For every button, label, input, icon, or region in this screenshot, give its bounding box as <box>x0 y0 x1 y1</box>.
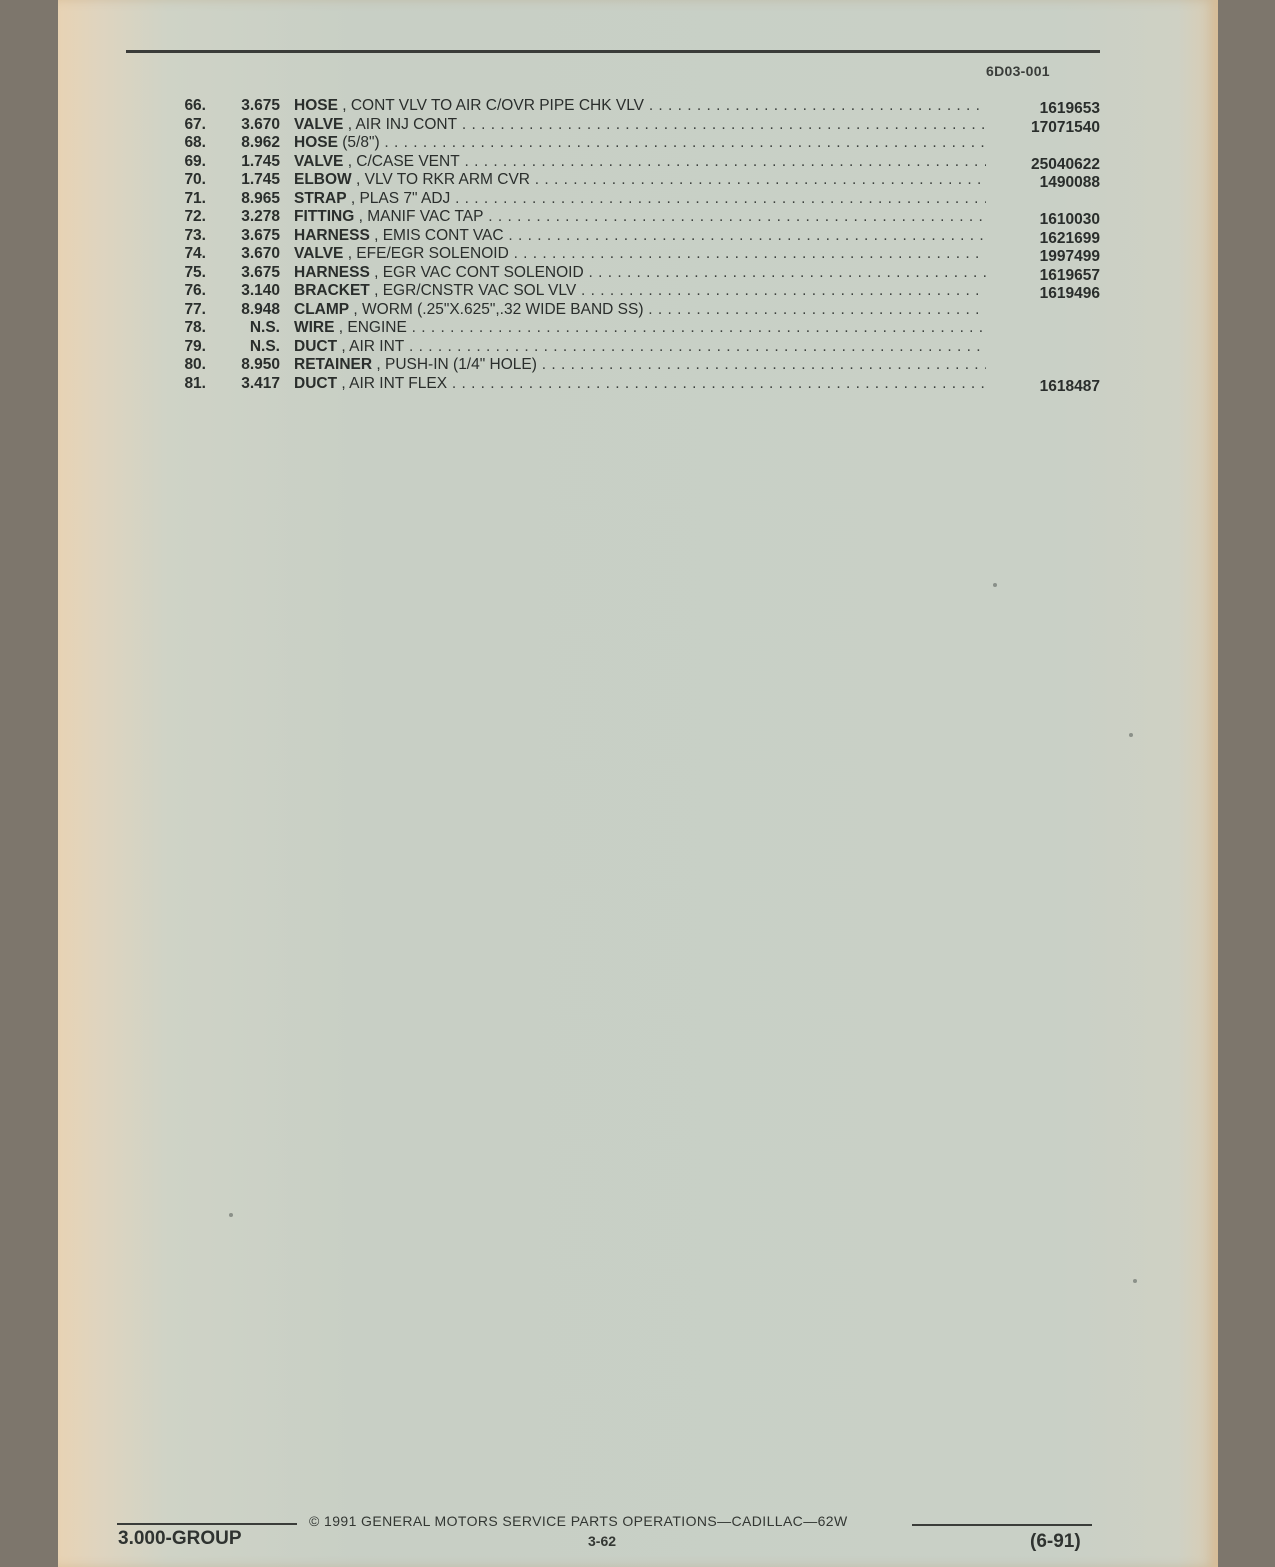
part-detail: (5/8") <box>337 134 380 151</box>
group-number: 3.670 <box>241 245 280 262</box>
group-number: 3.675 <box>241 97 280 114</box>
part-number: 1619657 <box>1039 266 1100 284</box>
part-detail: , EFE/EGR SOLENOID <box>343 245 509 262</box>
part-detail: , EGR/CNSTR VAC SOL VLV <box>369 282 577 299</box>
part-row <box>170 356 1100 375</box>
part-name: HOSE <box>294 97 338 114</box>
paper-speck <box>993 583 997 587</box>
part-description <box>294 227 986 245</box>
part-detail: , PLAS 7" ADJ <box>346 189 451 207</box>
part-row <box>170 171 1100 190</box>
group-number: N.S. <box>249 337 280 355</box>
item-number: 72. <box>184 208 206 225</box>
footer-page-number: 3-62 <box>588 1533 617 1549</box>
item-number: 68. <box>184 134 206 151</box>
item-number: 78. <box>184 319 206 336</box>
paper-speck <box>1129 733 1133 737</box>
part-description <box>294 264 986 282</box>
item-number: 76. <box>184 282 206 299</box>
part-name: HARNESS <box>294 226 370 244</box>
part-description <box>294 208 986 226</box>
part-name: CLAMP <box>294 300 350 318</box>
part-row <box>170 338 1100 357</box>
item-number: 66. <box>184 97 206 114</box>
group-number: N.S. <box>249 319 280 336</box>
part-description <box>294 153 986 171</box>
part-name: DUCT <box>294 337 338 355</box>
part-name: BRACKET <box>294 282 370 299</box>
part-name: RETAINER <box>294 356 373 373</box>
part-detail: , MANIF VAC TAP <box>354 208 484 225</box>
part-description <box>294 97 986 115</box>
part-name: VALVE <box>294 152 344 170</box>
part-name: DUCT <box>294 374 338 392</box>
group-number: 8.962 <box>241 134 280 151</box>
part-name: ELBOW <box>294 171 352 188</box>
group-number: 1.745 <box>241 171 280 188</box>
group-number: 3.675 <box>241 226 280 244</box>
part-detail: , ENGINE <box>334 319 407 336</box>
part-name: HOSE <box>294 134 338 151</box>
paper-speck <box>229 1213 233 1217</box>
group-number: 3.417 <box>241 374 280 392</box>
paper-speck <box>1133 1279 1137 1283</box>
part-number: 1610030 <box>1039 211 1100 228</box>
part-detail: , C/CASE VENT <box>343 152 460 170</box>
part-row <box>170 319 1100 338</box>
part-row <box>170 282 1100 301</box>
item-number: 73. <box>184 226 206 244</box>
item-number: 67. <box>184 115 206 133</box>
part-description <box>294 282 986 300</box>
part-description <box>294 375 986 393</box>
part-row <box>170 190 1100 209</box>
part-name: FITTING <box>294 208 355 225</box>
part-description <box>294 338 986 356</box>
page-code: 6D03-001 <box>986 63 1050 79</box>
part-name: VALVE <box>294 115 344 133</box>
item-number: 69. <box>184 152 206 170</box>
part-number: 1619653 <box>1039 100 1100 117</box>
part-row <box>170 153 1100 172</box>
group-number: 1.745 <box>241 152 280 170</box>
footer-copyright: © 1991 GENERAL MOTORS SERVICE PARTS OPERATIONS—CADILLAC—62W <box>309 1513 848 1529</box>
item-number: 77. <box>184 300 206 318</box>
part-number: 25040622 <box>1031 155 1100 173</box>
part-description <box>294 116 986 134</box>
part-description <box>294 319 986 337</box>
item-number: 79. <box>184 337 206 355</box>
part-number: 1619496 <box>1039 285 1100 302</box>
part-row <box>170 264 1100 283</box>
part-detail: , WORM (.25"X.625",.32 WIDE BAND SS) <box>349 300 644 318</box>
group-number: 3.140 <box>241 282 280 299</box>
group-number: 3.278 <box>241 208 280 225</box>
part-detail: , AIR INT <box>337 337 405 355</box>
item-number: 81. <box>184 374 206 392</box>
part-description <box>294 171 986 189</box>
part-description <box>294 190 986 208</box>
part-detail: , EMIS CONT VAC <box>369 226 504 244</box>
group-number: 8.948 <box>241 300 280 318</box>
part-detail: , CONT VLV TO AIR C/OVR PIPE CHK VLV <box>337 97 645 114</box>
group-number: 3.670 <box>241 115 280 133</box>
footer-group-label: 3.000-GROUP <box>118 1528 242 1549</box>
item-number: 71. <box>184 189 206 207</box>
part-row <box>170 116 1100 135</box>
part-detail: , PUSH-IN (1/4" HOLE) <box>372 356 537 373</box>
part-number: 1490088 <box>1039 174 1100 191</box>
part-description <box>294 134 986 152</box>
footer-date: (6-91) <box>1030 1531 1081 1552</box>
parts-list <box>170 97 1100 393</box>
part-row <box>170 301 1100 320</box>
part-number: 1997499 <box>1039 248 1100 265</box>
group-number: 8.965 <box>241 189 280 207</box>
group-number: 3.675 <box>241 263 280 281</box>
part-name: WIRE <box>294 319 335 336</box>
part-name: HARNESS <box>294 263 370 281</box>
part-description <box>294 245 986 263</box>
part-detail: , AIR INJ CONT <box>343 115 458 133</box>
part-row <box>170 97 1100 116</box>
footer-rule-right <box>912 1524 1092 1526</box>
part-row <box>170 245 1100 264</box>
part-number: 1618487 <box>1039 377 1100 395</box>
part-detail: , AIR INT FLEX <box>337 374 448 392</box>
footer-rule-left <box>117 1523 297 1525</box>
part-row <box>170 227 1100 246</box>
part-number: 1621699 <box>1039 229 1100 247</box>
header-rule <box>126 50 1100 53</box>
item-number: 75. <box>184 263 206 281</box>
part-row <box>170 134 1100 153</box>
part-description <box>294 356 986 374</box>
part-row <box>170 375 1100 394</box>
part-detail: , EGR VAC CONT SOLENOID <box>369 263 584 281</box>
part-description <box>294 301 986 319</box>
part-name: VALVE <box>294 245 344 262</box>
item-number: 74. <box>184 245 206 262</box>
part-name: STRAP <box>294 189 347 207</box>
item-number: 80. <box>184 356 206 373</box>
item-number: 70. <box>184 171 206 188</box>
group-number: 8.950 <box>241 356 280 373</box>
part-row <box>170 208 1100 227</box>
part-detail: , VLV TO RKR ARM CVR <box>351 171 530 188</box>
part-number: 17071540 <box>1031 118 1100 136</box>
